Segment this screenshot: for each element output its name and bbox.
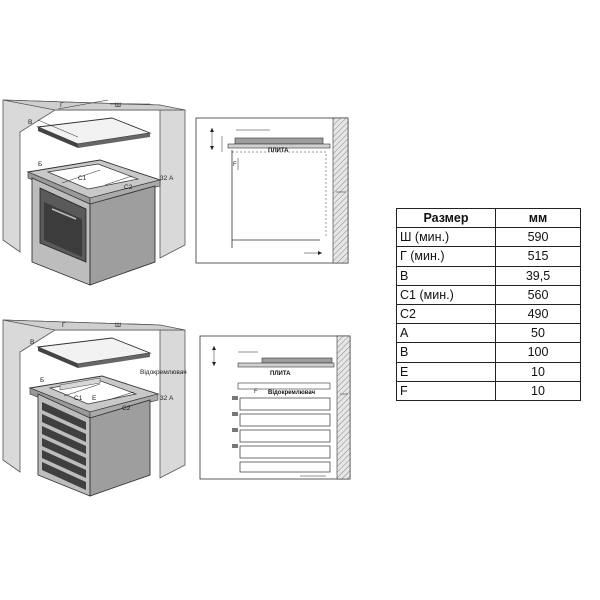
- table-row: [397, 304, 581, 323]
- table-row: [397, 362, 581, 381]
- row-name: F: [397, 381, 496, 400]
- label-e: E: [92, 395, 97, 402]
- label-c1: С1: [78, 175, 87, 182]
- table-row: [397, 324, 581, 343]
- label-c1-2: С1: [74, 395, 83, 402]
- label-f: F: [233, 162, 237, 168]
- wall-hatch: [333, 118, 348, 263]
- label-a-2: 32 А: [160, 395, 174, 402]
- dimensions-table: [396, 208, 581, 401]
- table-row: [397, 266, 581, 285]
- table-row: [397, 247, 581, 266]
- label-b-2: Б: [40, 377, 45, 384]
- label-f-2: F: [254, 389, 258, 395]
- row-value: 560: [496, 285, 581, 304]
- table-header-row: [397, 209, 581, 228]
- row-name: А: [397, 324, 496, 343]
- row-name: В: [397, 266, 496, 285]
- table-row: [397, 343, 581, 362]
- drawer-section-diagram: [200, 336, 350, 479]
- label-w: Ш: [115, 102, 121, 109]
- label-v-2: В: [30, 339, 35, 346]
- label-b: Б: [38, 161, 43, 168]
- label-a: 32 А: [160, 175, 174, 182]
- separator-label-2: Відокремлювач: [268, 390, 316, 396]
- row-value: 10: [496, 362, 581, 381]
- label-c2-2: С2: [122, 405, 131, 412]
- label-g: Г: [60, 102, 64, 109]
- hob-panel: [38, 118, 150, 144]
- hob-label: ПЛИТА: [268, 148, 289, 154]
- row-name: С2: [397, 304, 496, 323]
- row-name: С1 (мин.): [397, 285, 496, 304]
- separator-label: Відокремлювач: [140, 369, 187, 376]
- label-c2: С2: [124, 184, 133, 191]
- table-row: [397, 381, 581, 400]
- label-v: В: [28, 119, 33, 126]
- row-name: Ш (мин.): [397, 228, 496, 247]
- hob-section: [235, 138, 323, 144]
- row-value: 100: [496, 343, 581, 362]
- header-mm: мм: [496, 209, 581, 228]
- row-value: 490: [496, 304, 581, 323]
- row-value: 590: [496, 228, 581, 247]
- separator-section: [238, 383, 330, 389]
- table-row: [397, 228, 581, 247]
- hob-panel-2: [38, 338, 150, 364]
- row-name: Г (мин.): [397, 247, 496, 266]
- hob-label-2: ПЛИТА: [270, 371, 291, 377]
- header-size: Размер: [397, 209, 496, 228]
- label-w-2: Ш: [115, 322, 121, 329]
- row-name: Е: [397, 362, 496, 381]
- row-value: 515: [496, 247, 581, 266]
- row-value: 50: [496, 324, 581, 343]
- oven-cabinet-diagram: [3, 100, 185, 285]
- drawer-cabinet-diagram: [3, 320, 187, 496]
- table-row: [397, 285, 581, 304]
- row-value: 39,5: [496, 266, 581, 285]
- hob-section-2: [262, 358, 332, 363]
- label-g-2: Г: [62, 322, 66, 329]
- oven-section-diagram: [196, 118, 348, 263]
- row-value: 10: [496, 381, 581, 400]
- row-name: В: [397, 343, 496, 362]
